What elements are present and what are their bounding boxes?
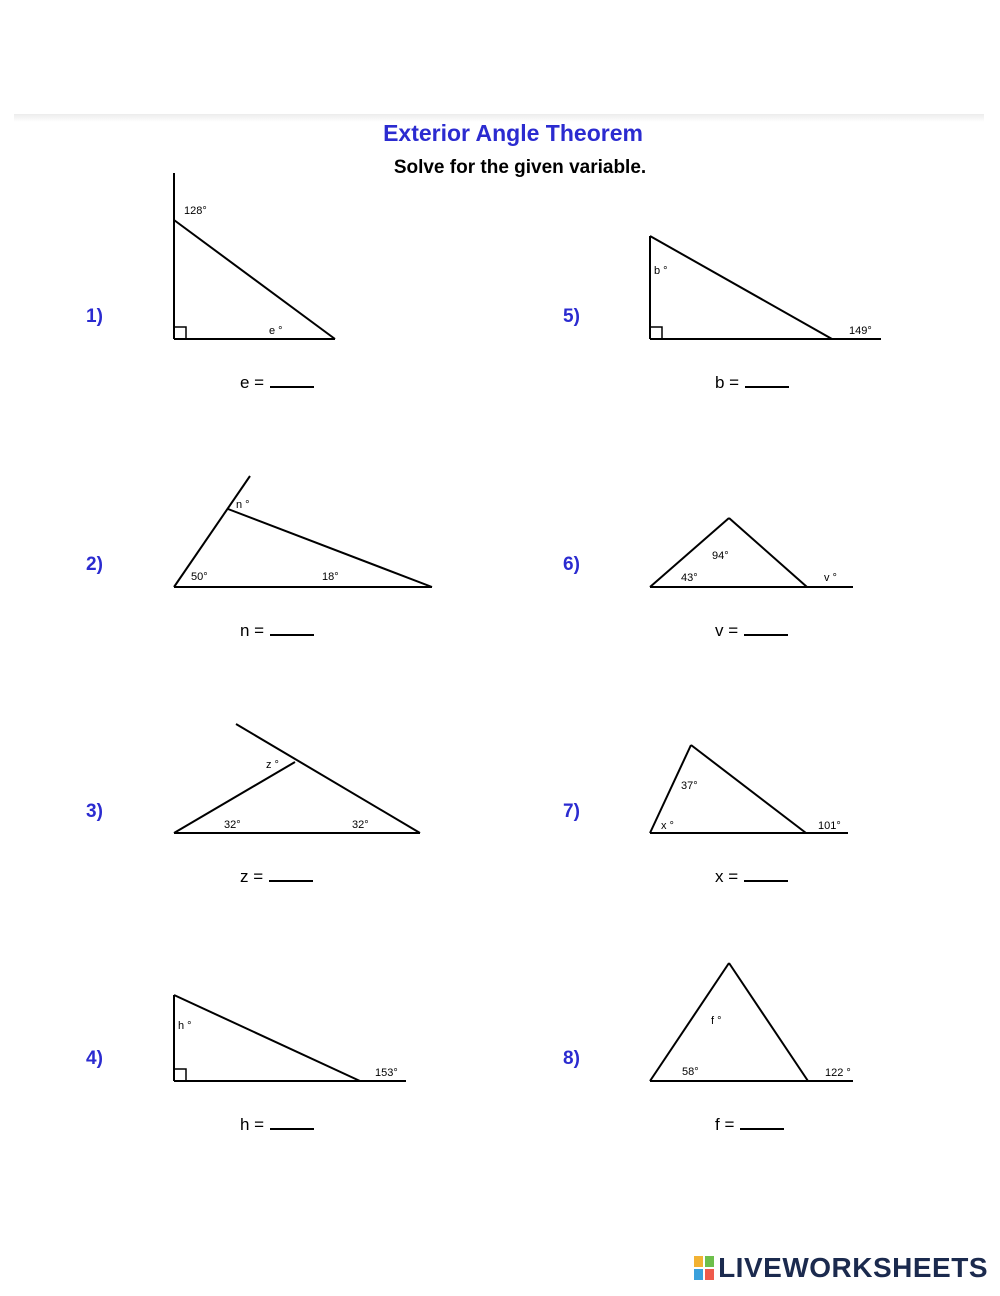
angle-label-2a: n °	[236, 499, 250, 511]
angle-label-3b: 32°	[224, 819, 241, 831]
problem-number-8: 8)	[563, 1048, 580, 1069]
angle-label-1b: e °	[269, 325, 283, 337]
answer-label-6: v =	[715, 621, 739, 640]
angle-label-6c: v °	[824, 572, 837, 584]
problem-number-5: 5)	[563, 306, 580, 327]
angle-label-5b: 149°	[849, 325, 872, 337]
triangle-figure-1	[174, 173, 335, 339]
problem-number-7: 7)	[563, 801, 580, 822]
answer-row-1	[240, 372, 314, 393]
triangle-figure-7	[650, 745, 848, 833]
brand-footer[interactable]	[694, 1252, 988, 1284]
answer-row-8	[715, 1114, 784, 1135]
angle-label-2b: 50°	[191, 571, 208, 583]
answer-label-7: x =	[715, 867, 739, 886]
angle-label-7b: x °	[661, 820, 674, 832]
angle-label-1a: 128°	[184, 205, 207, 217]
triangle-figure-5	[650, 236, 881, 339]
angle-label-8a: f °	[711, 1015, 722, 1027]
worksheet-title: Exterior Angle Theorem	[383, 120, 643, 146]
answer-blank-2[interactable]	[270, 620, 314, 636]
triangle-figure-2	[174, 476, 432, 587]
angle-label-4a: h °	[178, 1020, 192, 1032]
answer-row-4	[240, 1114, 314, 1135]
answer-blank-4[interactable]	[270, 1114, 314, 1130]
answer-row-2	[240, 620, 314, 641]
problem-number-2: 2)	[86, 554, 103, 575]
angle-label-4b: 153°	[375, 1067, 398, 1079]
problem-number-3: 3)	[86, 801, 103, 822]
problem-number-4: 4)	[86, 1048, 103, 1069]
problem-number-1: 1)	[86, 306, 103, 327]
answer-label-8: f =	[715, 1115, 735, 1134]
answer-row-6	[715, 620, 788, 641]
answer-label-4: h =	[240, 1115, 265, 1134]
angle-label-8b: 58°	[682, 1066, 699, 1078]
angle-label-6b: 43°	[681, 572, 698, 584]
answer-blank-5[interactable]	[745, 372, 789, 388]
answer-blank-3[interactable]	[269, 866, 313, 882]
angle-label-5a: b °	[654, 265, 668, 277]
angle-label-3c: 32°	[352, 819, 369, 831]
triangle-figure-6	[650, 518, 853, 587]
answer-blank-8[interactable]	[740, 1114, 784, 1130]
angle-label-3a: z °	[266, 759, 279, 771]
triangle-figure-3	[174, 724, 420, 833]
triangle-figure-4	[174, 995, 406, 1081]
answer-blank-7[interactable]	[744, 866, 788, 882]
answer-row-3	[240, 866, 313, 887]
answer-label-2: n =	[240, 621, 265, 640]
angle-label-7a: 37°	[681, 780, 698, 792]
brand-name: LIVEWORKSHEETS	[718, 1252, 988, 1283]
triangle-figure-8	[650, 963, 853, 1081]
angle-label-6a: 94°	[712, 550, 729, 562]
answer-blank-1[interactable]	[270, 372, 314, 388]
problem-number-6: 6)	[563, 554, 580, 575]
answer-label-3: z =	[240, 867, 264, 886]
worksheet-subtitle: Solve for the given variable.	[393, 157, 647, 178]
answer-blank-6[interactable]	[744, 620, 788, 636]
answer-row-5	[715, 372, 789, 393]
answer-label-1: e =	[240, 373, 265, 392]
angle-label-8c: 122 °	[825, 1067, 851, 1079]
angle-label-2c: 18°	[322, 571, 339, 583]
answer-label-5: b =	[715, 373, 740, 392]
answer-row-7	[715, 866, 788, 887]
logo-icon	[694, 1256, 714, 1280]
angle-label-7c: 101°	[818, 820, 841, 832]
